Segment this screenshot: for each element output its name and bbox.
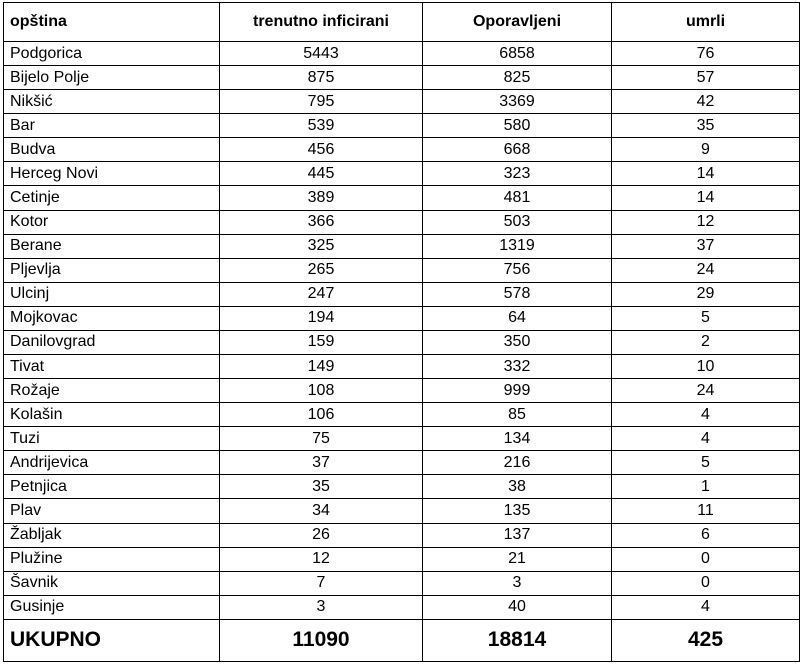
recovered-cell: 503	[423, 210, 612, 234]
municipality-cell: Bar	[4, 114, 220, 138]
municipality-cell: Šavnik	[4, 571, 220, 595]
municipality-cell: Bijelo Polje	[4, 66, 220, 90]
header-municipality: opština	[4, 3, 220, 42]
recovered-cell: 332	[423, 355, 612, 379]
currently-infected-cell: 539	[220, 114, 423, 138]
table-row	[4, 330, 800, 354]
deceased-cell: 6	[612, 523, 800, 547]
deceased-cell: 2	[612, 330, 800, 354]
currently-infected-cell: 247	[220, 282, 423, 306]
deceased-cell: 1	[612, 475, 800, 499]
municipality-cell: Žabljak	[4, 523, 220, 547]
total-row	[4, 619, 800, 661]
table-row	[4, 90, 800, 114]
municipality-cell: Herceg Novi	[4, 162, 220, 186]
recovered-cell: 6858	[423, 42, 612, 66]
currently-infected-cell: 194	[220, 306, 423, 330]
table-row	[4, 114, 800, 138]
deceased-cell: 5	[612, 306, 800, 330]
deceased-cell: 35	[612, 114, 800, 138]
table-row	[4, 186, 800, 210]
total-currently-infected: 11090	[220, 619, 423, 661]
deceased-cell: 4	[612, 403, 800, 427]
recovered-cell: 481	[423, 186, 612, 210]
municipality-cell: Petnjica	[4, 475, 220, 499]
table-row	[4, 258, 800, 282]
municipality-cell: Podgorica	[4, 42, 220, 66]
deceased-cell: 29	[612, 282, 800, 306]
deceased-cell: 9	[612, 138, 800, 162]
recovered-cell: 85	[423, 403, 612, 427]
currently-infected-cell: 159	[220, 330, 423, 354]
deceased-cell: 24	[612, 258, 800, 282]
table-row	[4, 403, 800, 427]
deceased-cell: 14	[612, 186, 800, 210]
recovered-cell: 756	[423, 258, 612, 282]
table-footer	[4, 619, 800, 661]
currently-infected-cell: 34	[220, 499, 423, 523]
municipality-cell: Tuzi	[4, 427, 220, 451]
currently-infected-cell: 26	[220, 523, 423, 547]
recovered-cell: 999	[423, 379, 612, 403]
deceased-cell: 4	[612, 427, 800, 451]
municipality-cell: Gusinje	[4, 595, 220, 619]
recovered-cell: 64	[423, 306, 612, 330]
municipality-cell: Danilovgrad	[4, 330, 220, 354]
recovered-cell: 3369	[423, 90, 612, 114]
currently-infected-cell: 35	[220, 475, 423, 499]
recovered-cell: 134	[423, 427, 612, 451]
recovered-cell: 578	[423, 282, 612, 306]
deceased-cell: 57	[612, 66, 800, 90]
deceased-cell: 76	[612, 42, 800, 66]
municipality-cell: Cetinje	[4, 186, 220, 210]
recovered-cell: 40	[423, 595, 612, 619]
currently-infected-cell: 12	[220, 547, 423, 571]
table-row	[4, 571, 800, 595]
table-row	[4, 162, 800, 186]
municipality-cell: Andrijevica	[4, 451, 220, 475]
total-recovered: 18814	[423, 619, 612, 661]
header-recovered: Oporavljeni	[423, 3, 612, 42]
recovered-cell: 21	[423, 547, 612, 571]
municipality-cell: Tivat	[4, 355, 220, 379]
currently-infected-cell: 3	[220, 595, 423, 619]
covid-municipality-table	[3, 2, 800, 662]
table-row	[4, 355, 800, 379]
currently-infected-cell: 875	[220, 66, 423, 90]
deceased-cell: 14	[612, 162, 800, 186]
total-deceased: 425	[612, 619, 800, 661]
table-row	[4, 523, 800, 547]
recovered-cell: 668	[423, 138, 612, 162]
deceased-cell: 5	[612, 451, 800, 475]
deceased-cell: 24	[612, 379, 800, 403]
table-body	[4, 42, 800, 620]
table-row	[4, 379, 800, 403]
table-row	[4, 42, 800, 66]
currently-infected-cell: 108	[220, 379, 423, 403]
currently-infected-cell: 325	[220, 234, 423, 258]
currently-infected-cell: 265	[220, 258, 423, 282]
municipality-cell: Ulcinj	[4, 282, 220, 306]
currently-infected-cell: 37	[220, 451, 423, 475]
table-row	[4, 547, 800, 571]
municipality-cell: Rožaje	[4, 379, 220, 403]
deceased-cell: 4	[612, 595, 800, 619]
municipality-cell: Mojkovac	[4, 306, 220, 330]
header-currently-infected: trenutno inficirani	[220, 3, 423, 42]
deceased-cell: 11	[612, 499, 800, 523]
currently-infected-cell: 75	[220, 427, 423, 451]
table-row	[4, 234, 800, 258]
recovered-cell: 1319	[423, 234, 612, 258]
municipality-cell: Plav	[4, 499, 220, 523]
deceased-cell: 12	[612, 210, 800, 234]
table-header	[4, 3, 800, 42]
municipality-cell: Kotor	[4, 210, 220, 234]
currently-infected-cell: 106	[220, 403, 423, 427]
currently-infected-cell: 389	[220, 186, 423, 210]
header-deceased: umrli	[612, 3, 800, 42]
table-row	[4, 282, 800, 306]
municipality-cell: Nikšić	[4, 90, 220, 114]
recovered-cell: 137	[423, 523, 612, 547]
table-row	[4, 595, 800, 619]
recovered-cell: 3	[423, 571, 612, 595]
deceased-cell: 37	[612, 234, 800, 258]
table-row	[4, 210, 800, 234]
currently-infected-cell: 456	[220, 138, 423, 162]
table-row	[4, 451, 800, 475]
table-row	[4, 138, 800, 162]
municipality-cell: Plužine	[4, 547, 220, 571]
recovered-cell: 825	[423, 66, 612, 90]
currently-infected-cell: 795	[220, 90, 423, 114]
total-label: UKUPNO	[4, 619, 220, 661]
recovered-cell: 323	[423, 162, 612, 186]
recovered-cell: 216	[423, 451, 612, 475]
municipality-cell: Pljevlja	[4, 258, 220, 282]
municipality-cell: Budva	[4, 138, 220, 162]
table-row	[4, 306, 800, 330]
municipality-cell: Berane	[4, 234, 220, 258]
currently-infected-cell: 5443	[220, 42, 423, 66]
table-row	[4, 427, 800, 451]
table-row	[4, 499, 800, 523]
recovered-cell: 135	[423, 499, 612, 523]
deceased-cell: 0	[612, 571, 800, 595]
deceased-cell: 0	[612, 547, 800, 571]
recovered-cell: 580	[423, 114, 612, 138]
currently-infected-cell: 445	[220, 162, 423, 186]
table-row	[4, 66, 800, 90]
recovered-cell: 350	[423, 330, 612, 354]
deceased-cell: 42	[612, 90, 800, 114]
currently-infected-cell: 7	[220, 571, 423, 595]
deceased-cell: 10	[612, 355, 800, 379]
header-row	[4, 3, 800, 42]
municipality-cell: Kolašin	[4, 403, 220, 427]
table-row	[4, 475, 800, 499]
currently-infected-cell: 366	[220, 210, 423, 234]
currently-infected-cell: 149	[220, 355, 423, 379]
recovered-cell: 38	[423, 475, 612, 499]
